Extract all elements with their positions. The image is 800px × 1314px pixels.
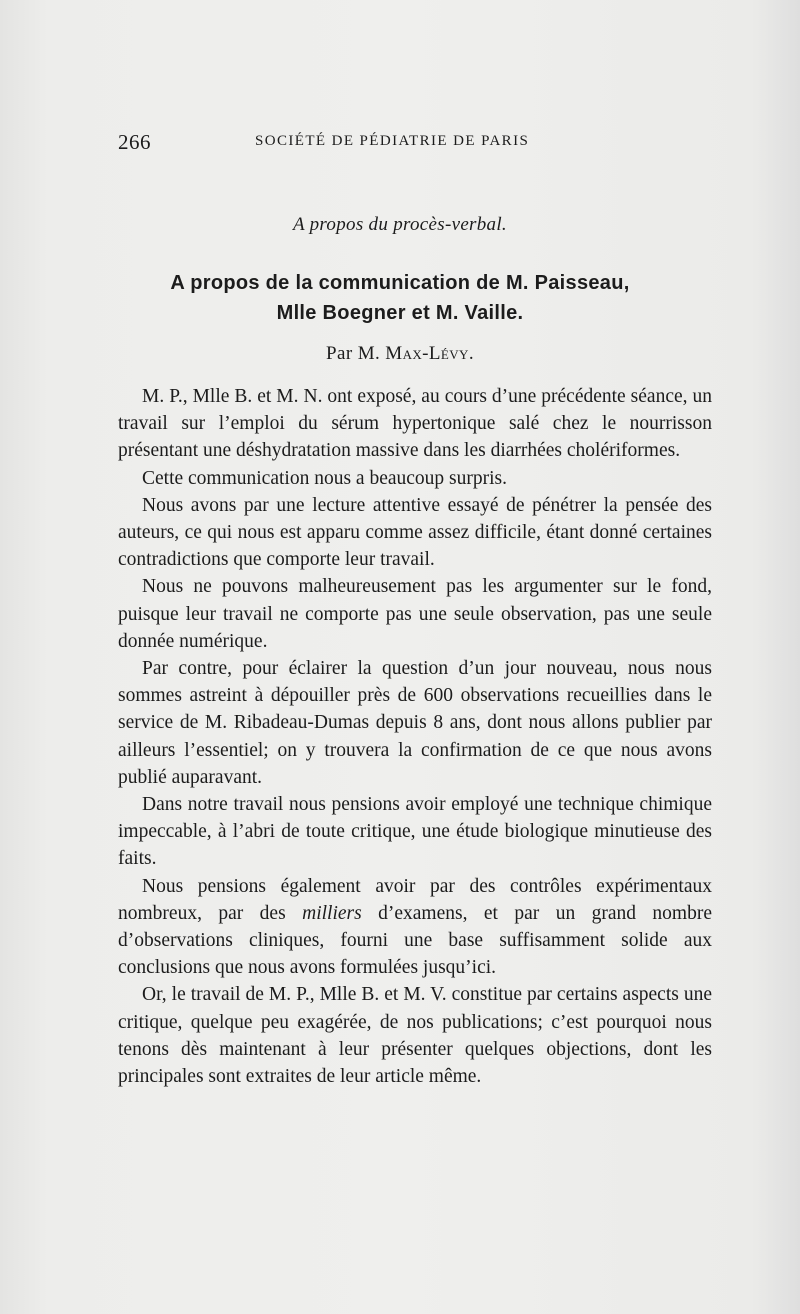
article-title-line-1: A propos de la communication de M. Paisseau, <box>170 272 630 294</box>
paragraph: Nous ne pouvons malheureusement pas les argumenter sur le fond, puisque leur travail ne comporte pas une seule observation, pas une seule donnée numérique. <box>118 576 712 652</box>
byline <box>0 343 800 365</box>
byline-prefix: Par M. <box>326 343 381 364</box>
paragraph: Dans notre travail nous pensions avoir employé une technique chimique impeccable, à l’abri de toute critique, une étude biologique minutieuse des faits. <box>118 794 712 870</box>
journal-title: SOCIÉTÉ DE PÉDIATRIE DE PARIS <box>255 133 530 149</box>
paragraph-text: d’examens, et par un grand nombre d’observations cliniques, fourni une base suffisamment solide aux conclusions que nous avons formulées jusqu’ici. <box>118 902 713 979</box>
running-header <box>118 130 718 154</box>
paragraph-text: Nous pensions également avoir par des contrôles expérimentaux nombreux, par des <box>118 875 712 924</box>
author-name: Max-Lévy. <box>385 343 474 364</box>
page-number: 266 <box>118 130 151 154</box>
paragraph: Cette communication nous a beaucoup surpris. <box>142 467 507 489</box>
section-title: A propos du procès-verbal. <box>293 214 507 235</box>
emphasis-text: milliers <box>302 902 362 924</box>
article-body <box>118 383 712 1090</box>
paragraph: Nous avons par une lecture attentive essayé de pénétrer la pensée des auteurs, ce qui nous est apparu comme assez difficile, étant donné certaines contradictions que comporte leur travail. <box>118 494 712 571</box>
paragraph: M. P., Mlle B. et M. N. ont exposé, au cours d’une précédente séance, un travail sur l’emploi du sérum hypertonique salé chez le nourrisson présentant une déshydratation massive dans les diarrhées cholériformes. <box>118 386 712 462</box>
paragraph <box>118 873 712 982</box>
paragraph: Par contre, pour éclairer la question d’un jour nouveau, nous nous sommes astreint à dépouiller près de 600 observations recueillies dans le service de M. Ribadeau-Dumas depuis 8 ans, dont nous allons publier par ailleurs l’essentiel; on y trouvera la confirmation de ce que nous avons publié auparavant. <box>118 658 712 788</box>
article-title <box>0 268 800 328</box>
article-title-line-2: Mlle Boegner et M. Vaille. <box>276 302 524 324</box>
paragraph: Or, le travail de M. P., Mlle B. et M. V. constitue par certains aspects une critique, quelque peu exagérée, de nos publications; c’est pourquoi nous tenons dès maintenant à leur présenter quelques objections, dont les principales sont extraites de leur article même. <box>118 984 712 1088</box>
